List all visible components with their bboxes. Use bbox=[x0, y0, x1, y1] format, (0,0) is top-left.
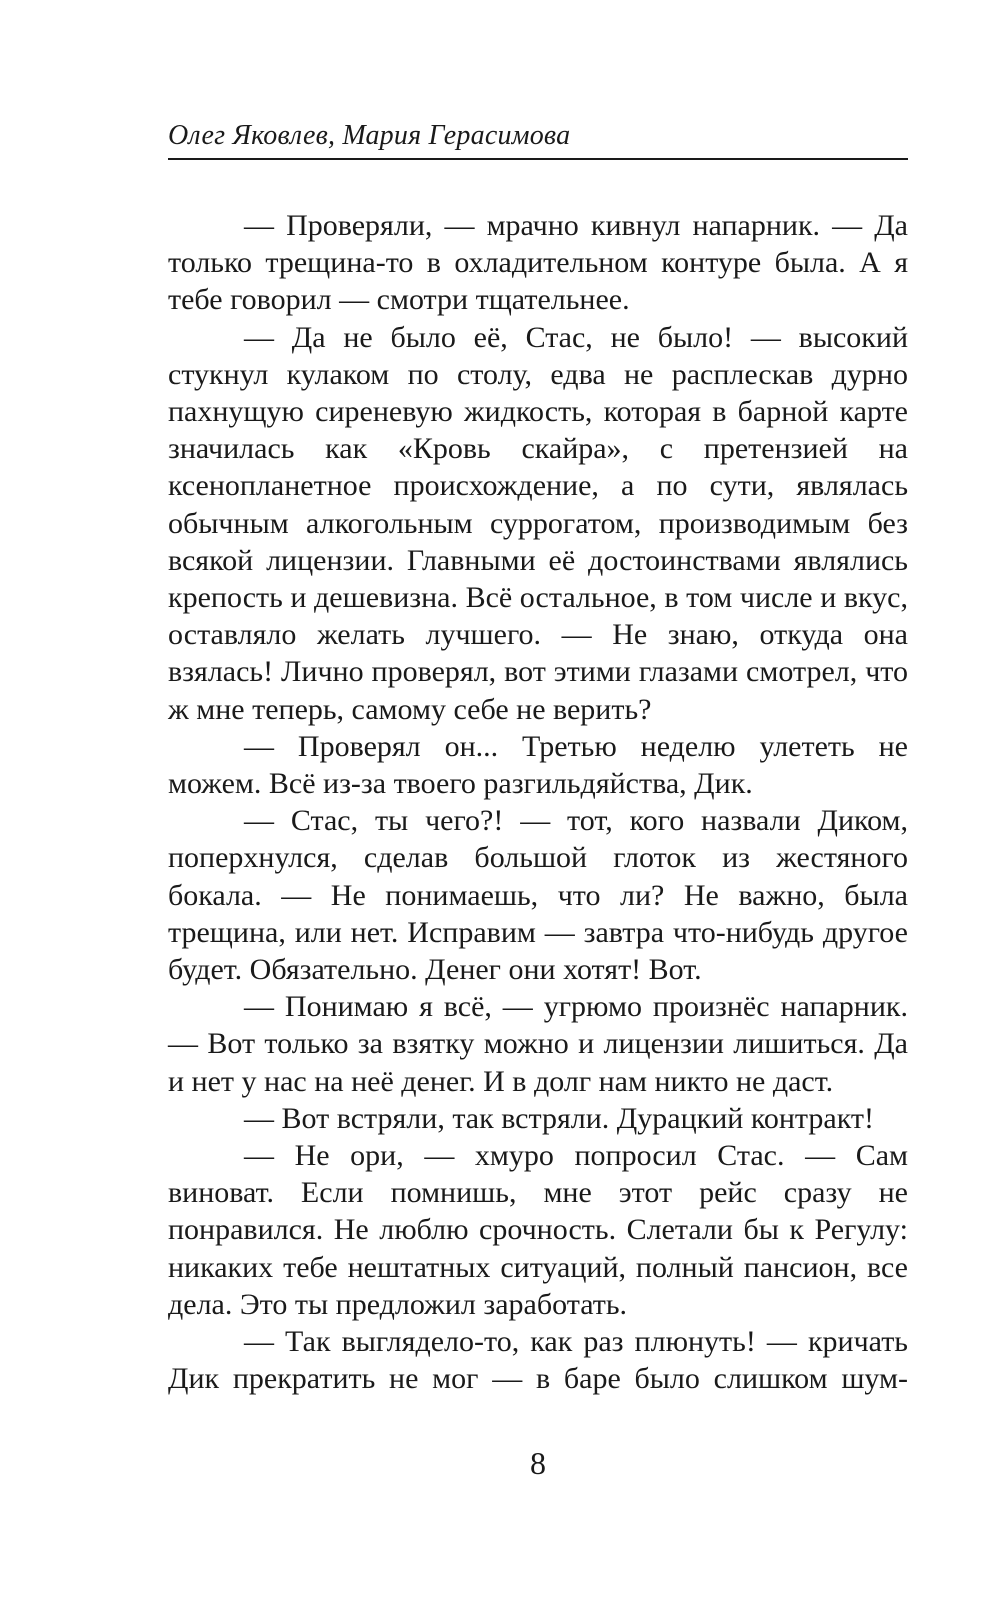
paragraph: — Не ори, — хмуро попросил Стас. — Сам виноват. Если помнишь, мне этот рейс сразу не понравился. Не люблю срочность. Слетали бы к Регулу: никаких тебе нештатных ситуаций, полный пансион, все дела. Это ты предложил заработать. bbox=[168, 1139, 908, 1321]
paragraph: — Стас, ты чего?! — тот, кого назвали Диком, поперхнулся, сделав большой глоток из жестяного бокала. — Не понимаешь, что ли? Не важно, была трещина, или нет. Исправим — завтра что-нибудь другое будет. Обязательно. Денег они хотят! Вот. bbox=[168, 804, 908, 987]
paragraph: — Проверял он... Третью неделю улететь не можем. Всё из-за твоего разгильдяйства, Дик. bbox=[168, 729, 908, 801]
paragraph: — Да не было её, Стас, не было! — высокий стукнул кулаком по столу, едва не расплескав дурно пахнущую сиреневую жидкость, которая в барной карте значилась как «Кровь скайра», с претензией на ксенопланетное происхождение, а по сути, являлась обычным алкогольным суррогатом, производимым без всякой лицензии. Главными её достоинствами являлись крепость и дешевизна. Всё остальное, в том числе и вкус, оставляло желать лучшего. — Не знаю, откуда она взялась! Лично проверял, вот этими глазами смотрел, что ж мне теперь, самому себе не верить? bbox=[168, 320, 908, 726]
header-rule bbox=[168, 158, 908, 160]
body-text bbox=[168, 207, 908, 1398]
running-head: Олег Яковлев, Мария Герасимова bbox=[168, 120, 571, 151]
paragraph: — Понимаю я всё, — угрюмо произнёс напарник. — Вот только за взятку можно и лицензии лишиться. Да и нет у нас на неё денег. И в долг нам никто не даст. bbox=[168, 990, 908, 1098]
page-number: 8 bbox=[530, 1445, 546, 1481]
paragraph: — Так выглядело-то, как раз плюнуть! — кричать Дик прекратить не мог — в баре было слишком шум- bbox=[168, 1325, 908, 1396]
paragraph: — Вот встряли, так встряли. Дурацкий контракт! bbox=[244, 1101, 874, 1135]
paragraph: — Проверяли, — мрачно кивнул напарник. — Да только трещина-то в охладительном контуре была. А я тебе говорил — смотри тщательнее. bbox=[168, 209, 908, 317]
